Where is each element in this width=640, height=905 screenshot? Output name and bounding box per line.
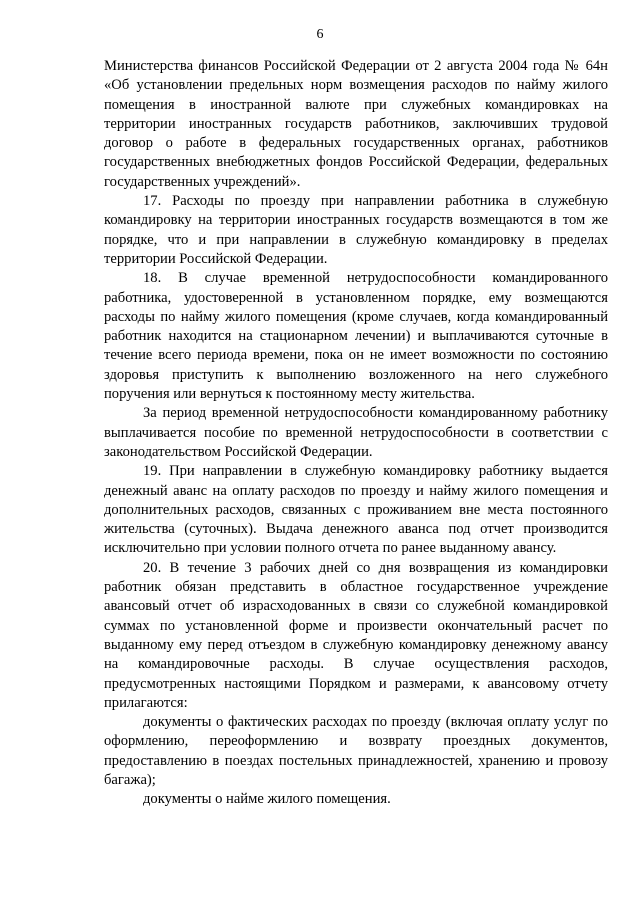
paragraph-housing-documents: документы о найме жилого помещения. — [143, 791, 391, 808]
paragraph-item-19: 19. При направлении в служебную командировку работнику выдается денежный аванс на оплату расходов по проезду и найму жилого помещения и дополнительных расходов, связанных с проживанием вне места постоянного жительства (суточных). Выдача денежного аванса под отчет производится исключительно при условии полного отчета по ранее выданному авансу. — [104, 463, 608, 557]
page-number: 6 — [316, 27, 324, 42]
paragraph-item-18-continued: За период временной нетрудоспособности командированному работнику выплачивается пособие по временной нетрудоспособности в соответствии с законодательством Российской Федерации. — [104, 405, 608, 460]
paragraph-continuation: Министерства финансов Российской Федерации от 2 августа 2004 года № 64н «Об установлении предельных норм возмещения расходов по найму жилого помещения в иностранной валюте при служебных командировках на территории иностранных государств работников, заключивших трудовой договор о работе в федеральных государственных органах, работников государственных внебюджетных фондов Российской Федерации, федеральных государственных учреждений». — [104, 58, 608, 190]
paragraph-item-17: 17. Расходы по проезду при направлении работника в служебную командировку на территории иностранных государств возмещаются в том же порядке, что и при направлении в служебную командировку в пределах территории Российской Федерации. — [104, 193, 608, 267]
document-body — [104, 57, 608, 810]
paragraph-travel-documents: документы о фактических расходах по проезду (включая оплату услуг по оформлению, переоформлению и возврату проездных документов, предоставлению в поездах постельных принадлежностей, хранению и провозу багажа); — [104, 714, 608, 788]
paragraph-item-20: 20. В течение 3 рабочих дней со дня возвращения из командировки работник обязан представить в областное государственное учреждение авансовый отчет об израсходованных в связи со служебной командировкой суммах по установленной форме и произвести окончательный расчет по выданному ему перед отъездом в служебную командировку денежному авансу на командировочные расходы. В случае осуществления расходов, предусмотренных настоящими Порядком и размерами, к авансовому отчету прилагаются: — [104, 559, 608, 711]
paragraph-item-18: 18. В случае временной нетрудоспособности командированного работника, удостоверенной в установленном порядке, ему возмещаются расходы по найму жилого помещения (кроме случаев, когда командированный работник находится на стационарном лечении) и выплачиваются суточные в течение всего периода времени, пока он не имеет возможности по состоянию здоровья приступить к выполнению возложенного на него служебного поручения или вернуться к постоянному месту жительства. — [104, 270, 608, 403]
